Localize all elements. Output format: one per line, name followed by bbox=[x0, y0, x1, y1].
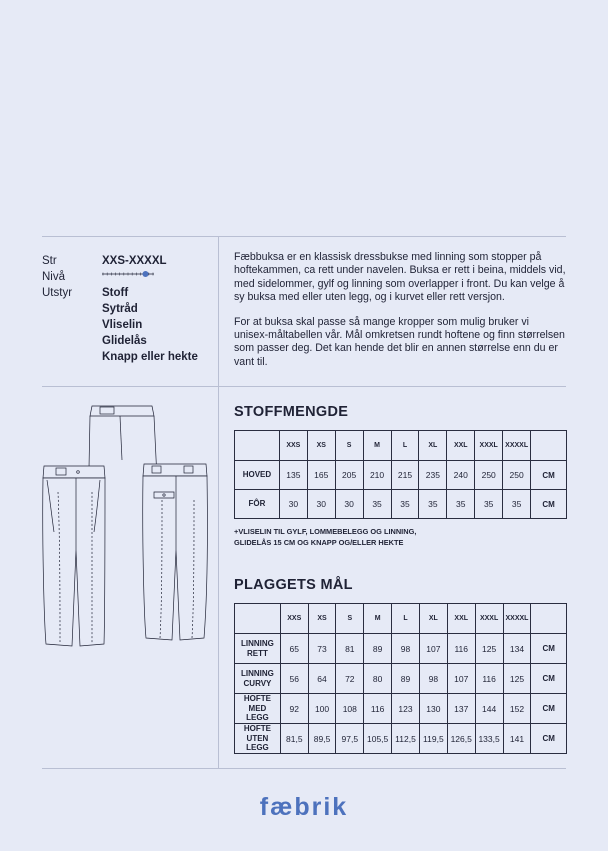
table-cell: 64 bbox=[308, 664, 336, 694]
bottom-divider bbox=[42, 768, 566, 769]
row-label: HOFTE MED LEGG bbox=[235, 694, 281, 724]
unit-cell: CM bbox=[531, 490, 567, 519]
table-cell: 100 bbox=[308, 694, 336, 724]
table-cell: 116 bbox=[447, 634, 475, 664]
trousers-front-view bbox=[43, 466, 105, 646]
equipment-item: Vliselin bbox=[102, 319, 143, 331]
table-cell: 35 bbox=[503, 490, 531, 519]
unit-cell: CM bbox=[531, 461, 567, 490]
trousers-illustration bbox=[42, 400, 212, 760]
table-cell: 144 bbox=[475, 694, 503, 724]
table-cell: 56 bbox=[280, 664, 308, 694]
table-cell: 240 bbox=[447, 461, 475, 490]
unit-cell: CM bbox=[531, 724, 567, 754]
size-header: XL bbox=[419, 604, 447, 634]
row-label: HOVED bbox=[235, 461, 280, 490]
table-cell: 30 bbox=[335, 490, 363, 519]
fabric-table bbox=[234, 430, 567, 519]
table-cell: 65 bbox=[280, 634, 308, 664]
row-label: FÔR bbox=[235, 490, 280, 519]
table-cell: 152 bbox=[503, 694, 531, 724]
unit-cell: CM bbox=[531, 634, 567, 664]
table-cell: 125 bbox=[475, 634, 503, 664]
size-header: XXXL bbox=[475, 604, 503, 634]
size-header: XXL bbox=[447, 604, 475, 634]
table-corner-cell bbox=[235, 604, 281, 634]
table-row bbox=[235, 694, 567, 724]
table-header-row bbox=[235, 604, 567, 634]
size-header: XXXL bbox=[475, 431, 503, 461]
size-header: M bbox=[364, 604, 392, 634]
table-cell: 141 bbox=[503, 724, 531, 754]
table-cell: 119,5 bbox=[419, 724, 447, 754]
size-header: L bbox=[392, 604, 420, 634]
size-header: XXXXL bbox=[503, 431, 531, 461]
table-corner-cell bbox=[235, 431, 280, 461]
size-label: Str bbox=[42, 255, 57, 267]
fabric-note bbox=[234, 527, 416, 548]
table-cell: 107 bbox=[447, 664, 475, 694]
equipment-item: Glidelås bbox=[102, 335, 147, 347]
table-cell: 107 bbox=[419, 634, 447, 664]
level-marker bbox=[143, 271, 149, 277]
table-cell: 126,5 bbox=[447, 724, 475, 754]
unit-cell: CM bbox=[531, 694, 567, 724]
table-cell: 130 bbox=[419, 694, 447, 724]
fabric-title: STOFFMENGDE bbox=[234, 404, 349, 420]
table-cell: 205 bbox=[335, 461, 363, 490]
table-cell: 215 bbox=[391, 461, 419, 490]
size-header: XS bbox=[308, 604, 336, 634]
measures-table bbox=[234, 603, 567, 754]
size-header: M bbox=[363, 431, 391, 461]
trousers-back-pocket-view bbox=[143, 464, 208, 640]
unit-cell: CM bbox=[531, 664, 567, 694]
table-cell: 250 bbox=[503, 461, 531, 490]
level-indicator bbox=[102, 269, 156, 281]
intro-text bbox=[234, 251, 566, 380]
level-label: Nivå bbox=[42, 271, 66, 283]
row-label: HOFTE UTEN LEGG bbox=[235, 724, 281, 754]
table-cell: 72 bbox=[336, 664, 364, 694]
size-header: S bbox=[335, 431, 363, 461]
table-cell: 123 bbox=[392, 694, 420, 724]
table-row bbox=[235, 490, 567, 519]
table-cell: 112,5 bbox=[392, 724, 420, 754]
table-cell: 97,5 bbox=[336, 724, 364, 754]
equipment-item: Stoff bbox=[102, 287, 129, 299]
size-value: XXS-XXXXL bbox=[102, 255, 167, 267]
table-cell: 80 bbox=[364, 664, 392, 694]
table-cell: 73 bbox=[308, 634, 336, 664]
mid-divider bbox=[42, 386, 566, 387]
size-header: XXS bbox=[279, 431, 307, 461]
table-cell: 89 bbox=[364, 634, 392, 664]
row-label: LINNING CURVY bbox=[235, 664, 281, 694]
equipment-item: Knapp eller hekte bbox=[102, 351, 198, 363]
equipment-label: Utstyr bbox=[42, 287, 73, 299]
table-cell: 89,5 bbox=[308, 724, 336, 754]
table-cell: 250 bbox=[475, 461, 503, 490]
table-cell: 133,5 bbox=[475, 724, 503, 754]
table-header-row bbox=[235, 431, 567, 461]
table-cell: 89 bbox=[392, 664, 420, 694]
table-cell: 116 bbox=[364, 694, 392, 724]
row-label: LINNING RETT bbox=[235, 634, 281, 664]
size-header: XL bbox=[419, 431, 447, 461]
table-cell: 105,5 bbox=[364, 724, 392, 754]
intro-paragraph: Fæbbuksa er en klassisk dressbukse med linning som stopper på hoftekammen, ca rett under navelen. Buksa er rett i beina, middels vid, med sidelommer, gylf og linning som overlapper i front. Du kan velge å sy buksa med eller uten legg, og i kurvet eller rett versjon. bbox=[234, 251, 566, 304]
table-cell: 30 bbox=[307, 490, 335, 519]
intro-paragraph: For at buksa skal passe så mange kropper som mulig bruker vi unisex-måltabellen vår. Mål omkretsen rundt hoftene og finn størrelsen som passer deg. Det kan hende det blir en annen størrelse enn du er vant til. bbox=[234, 315, 565, 368]
table-corner-cell bbox=[531, 431, 567, 461]
table-cell: 125 bbox=[503, 664, 531, 694]
table-row bbox=[235, 664, 567, 694]
table-cell: 116 bbox=[475, 664, 503, 694]
note-line: +VLISELIN TIL GYLF, LOMMEBELEGG OG LINNING, bbox=[234, 527, 417, 536]
brand-logo: fæbrik bbox=[259, 793, 349, 821]
table-cell: 235 bbox=[419, 461, 447, 490]
size-header: L bbox=[391, 431, 419, 461]
table-cell: 35 bbox=[363, 490, 391, 519]
note-line: GLIDELÅS 15 CM OG KNAPP OG/ELLER HEKTE bbox=[234, 537, 404, 547]
size-header: XXS bbox=[280, 604, 308, 634]
table-cell: 30 bbox=[279, 490, 307, 519]
table-cell: 92 bbox=[280, 694, 308, 724]
table-cell: 35 bbox=[447, 490, 475, 519]
equipment-item: Sytråd bbox=[102, 303, 138, 315]
table-cell: 134 bbox=[503, 634, 531, 664]
table-cell: 35 bbox=[391, 490, 419, 519]
table-row bbox=[235, 634, 567, 664]
table-cell: 137 bbox=[447, 694, 475, 724]
size-header: XXL bbox=[447, 431, 475, 461]
top-divider bbox=[42, 236, 566, 237]
table-cell: 98 bbox=[392, 634, 420, 664]
table-row bbox=[235, 724, 567, 754]
table-cell: 35 bbox=[419, 490, 447, 519]
size-header: S bbox=[336, 604, 364, 634]
table-cell: 98 bbox=[419, 664, 447, 694]
table-cell: 81 bbox=[336, 634, 364, 664]
table-cell: 81,5 bbox=[280, 724, 308, 754]
size-header: XS bbox=[307, 431, 335, 461]
table-cell: 108 bbox=[336, 694, 364, 724]
table-cell: 135 bbox=[279, 461, 307, 490]
table-cell: 165 bbox=[307, 461, 335, 490]
table-corner-cell bbox=[531, 604, 567, 634]
table-cell: 210 bbox=[363, 461, 391, 490]
table-row bbox=[235, 461, 567, 490]
measures-title: PLAGGETS MÅL bbox=[234, 577, 353, 593]
column-divider bbox=[218, 236, 219, 768]
size-header: XXXXL bbox=[503, 604, 531, 634]
table-cell: 35 bbox=[475, 490, 503, 519]
